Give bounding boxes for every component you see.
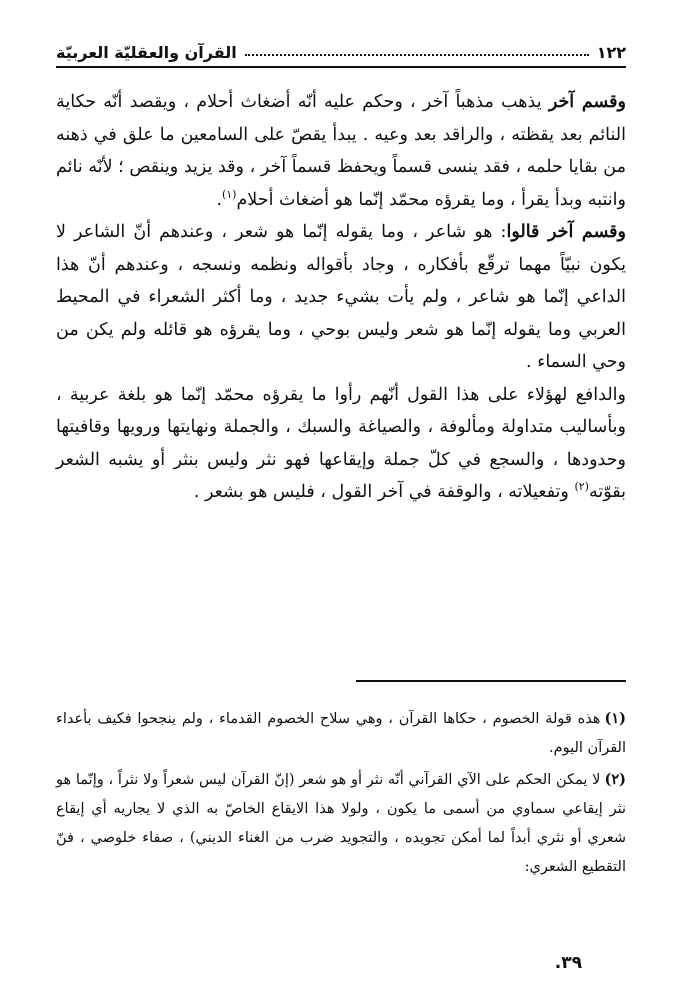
header-leader-dots: [245, 54, 589, 56]
header-rule: [56, 66, 626, 68]
footnotes: [56, 704, 626, 884]
paragraph-lead: وقسم آخر: [548, 92, 626, 112]
paragraph-text: يذهب مذهباً آخر ، وحكم عليه أنّه أضغاث أحلام ، ويقصد أنّه حكاية النائم بعد يقظته ، والراقد بعد وعيه . يبدأ يقصّ على السامعين ما علق في ذهنه من بقايا حلمه ، فقد ينسى قسماً ويحفظ قسماً آخر ، وقد يزيد وينقص ؛ لأنّه نائم وانتبه وبدأ يقرأ ، وما يقرؤه محمّد إنّما هو أضغاث أحلام: [56, 92, 626, 210]
paragraph-tail: .: [216, 189, 222, 210]
page-number: ١٢٢: [596, 43, 626, 62]
footnote-marker[interactable]: (٢): [574, 480, 589, 494]
body-text: [56, 86, 626, 509]
paragraph-lead: وقسم آخر قالوا: [506, 222, 626, 242]
paragraph-text: والدافع لهؤلاء على هذا القول أنّهم رأوا ما يقرؤه محمّد إنّما هو بلغة عربية ، وبأساليب متداولة ومألوفة ، والصياغة والسبك ، والجملة ونهايتها ورويها وقافيتها وحدودها ، والسجع في كلّ جملة وإيقاعها فهو نثر وليس بنثر أو يشبه الشعر بقوّته: [56, 384, 626, 502]
footnote-text: هذه قولة الخصوم ، حكاها القرآن ، وهي سلاح الخصوم القدماء ، ولم ينجحوا فكيف بأعداء القرآن اليوم.: [56, 711, 626, 756]
running-title: القرآن والعقليّة العربيّة: [56, 43, 237, 62]
paragraph-tail: وتفعيلاته ، والوقفة في آخر القول ، فليس هو بشعر .: [193, 482, 575, 502]
footnote-marker[interactable]: (١): [221, 187, 237, 201]
footnote-number: (١): [604, 710, 626, 727]
running-header: [56, 30, 626, 62]
footnote-page-ref: ٣٩.: [554, 953, 582, 973]
footnote: [56, 704, 626, 763]
footnote: [56, 765, 626, 882]
paragraph: [56, 86, 626, 216]
paragraph-text: : هو شاعر ، وما يقوله إنّما هو شعر ، وعندهم أنّ الشاعر لا يكون نبيّاً مهما ترقّع بأفكاره ، وجاد بأقواله ونظمه ونسجه ، وعندهم أنّ هذا الداعي إنّما هو شاعر ، ولم يأت بشيء جديد ، وما أكثر الشعراء في المحيط العربي وما يقوله إنّما هو شعر وليس بوحي ، وما يقرؤه هو قائله ولم يكن من وحي السماء .: [56, 222, 626, 372]
paragraph: [56, 216, 626, 379]
paragraph: [56, 379, 626, 509]
footnote-text: لا يمكن الحكم على الآي القرآني أنّه نثر أو هو شعر (إنّ القرآن ليس شعراً ولا نثراً ، وإنّما هو نثر إيقاعي سماوي من أسمى ما يكون ، ولولا هذا الايقاع الخاصّ به الذي لا يجاريه أي إيقاع شعري أو نثري أبداً لما أمكن تجويده ، والتجويد ضرب من الغناء الديني) ، صفاء خلوصي ، فنّ التقطيع الشعري:: [56, 772, 626, 875]
footnote-number: (٢): [604, 771, 626, 788]
footnote-separator: [356, 680, 626, 682]
